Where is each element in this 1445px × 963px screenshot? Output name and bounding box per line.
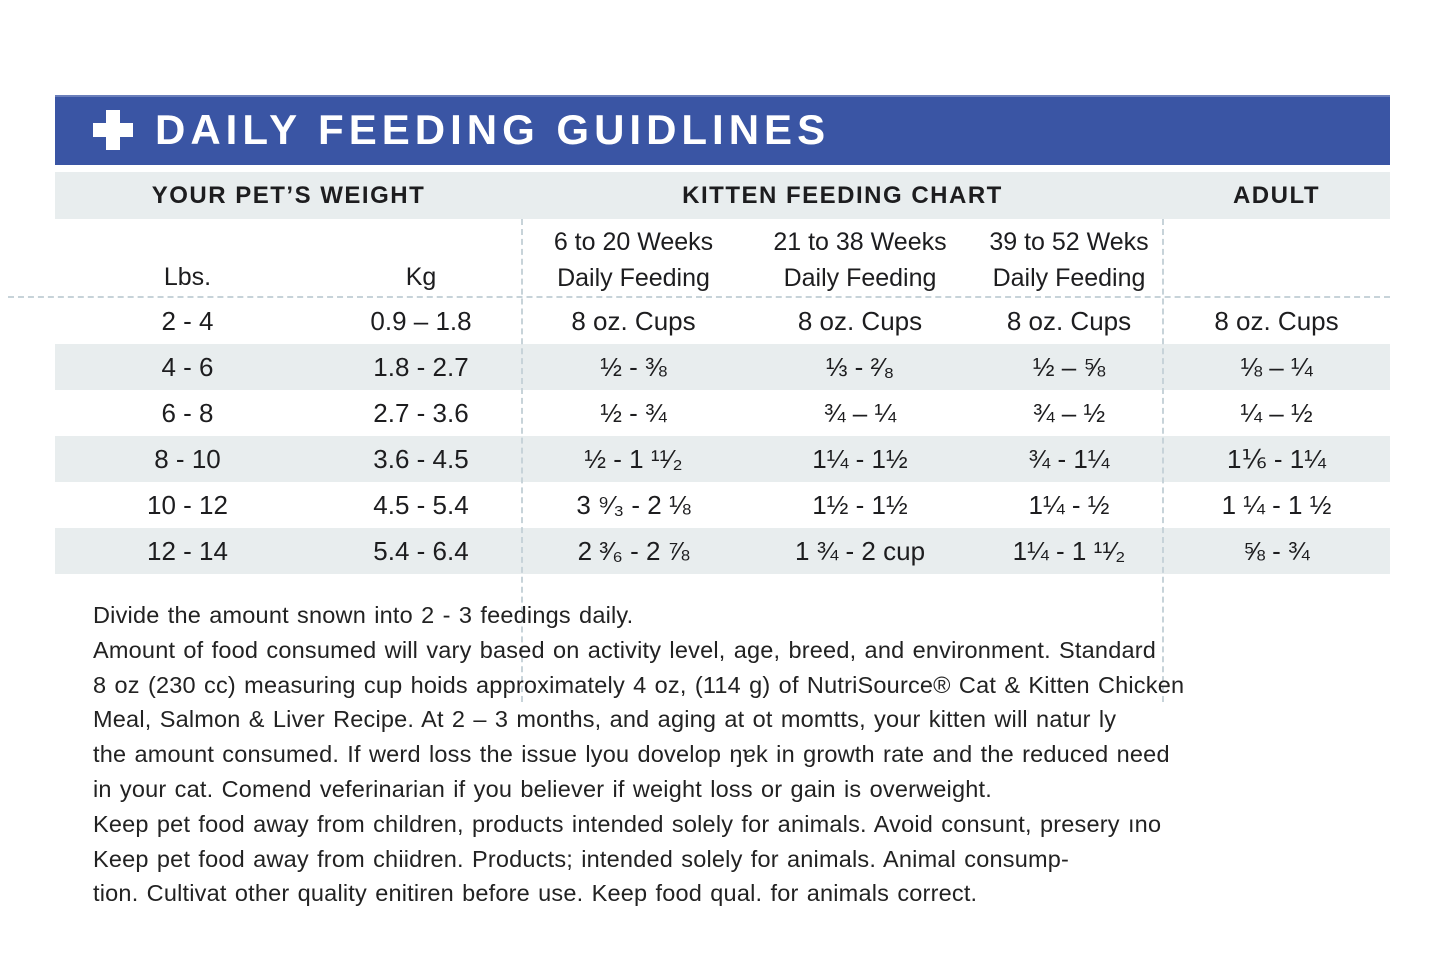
page-title: DAILY FEEDING GUIDLINES: [155, 106, 831, 153]
plus-icon: [93, 110, 133, 150]
table-row: [55, 436, 1390, 482]
column-header-adult-spacer: [1163, 219, 1390, 298]
table-cell: ½ - ¾: [600, 397, 667, 428]
column-header-line2: Daily Feeding: [557, 264, 710, 292]
table-cell: ¾ - 1¼: [1028, 443, 1110, 474]
column-header-line2: Daily Feeding: [992, 264, 1146, 292]
feeding-notes: [93, 598, 1393, 911]
title-bar: [55, 95, 1390, 165]
table-cell: 1.8 - 2.7: [373, 351, 469, 382]
table-cell: 3 ⁹⁄₃ - 2 ⅛: [576, 489, 691, 520]
table-cell: 4 - 6: [161, 351, 214, 382]
table-cell: 4.5 - 5.4: [373, 489, 469, 520]
note-line: Amount of food consumed will vary based on activity level, age, breed, and environment. Standard: [93, 636, 1157, 663]
column-header-line1: 6 to 20 Weeks: [553, 228, 714, 256]
note-line: Meal, Salmon & Liver Recipe. At 2 – 3 months, and aging at ot momtts, your kitten will natur ly: [93, 706, 1117, 733]
table-row: [55, 482, 1390, 528]
table-cell: 0.9 – 1.8: [370, 305, 472, 336]
table-cell: ¼ – ½: [1240, 397, 1313, 428]
table-section-header-row: [55, 172, 1390, 219]
table-cell: 8 oz. Cups: [1006, 305, 1132, 336]
note-line: Divide the amount snown into 2 - 3 feedings daily.: [93, 602, 634, 628]
column-header-kg: Kg: [405, 263, 437, 291]
table-cell: 8 oz. Cups: [797, 305, 923, 336]
table-cell: ⅓ - ²⁄₈: [825, 351, 895, 382]
table-row: [55, 390, 1390, 436]
table-cell: 2 ³⁄₆ - 2 ⅞: [577, 535, 690, 566]
column-header-6-20-weeks: [522, 219, 745, 298]
table-cell: 5.4 - 6.4: [373, 535, 469, 566]
table-cell: 1 ¾ - 2 cup: [794, 535, 926, 566]
note-line: the amount consumed. If werd loss the issue lyou dovelop ŋɐk in growth rate and the reduced need: [93, 741, 1170, 768]
table-cell: ¾ – ½: [1032, 397, 1106, 428]
table-row: [55, 528, 1390, 574]
table-row: [55, 344, 1390, 390]
table-cell: 8 - 10: [154, 443, 221, 474]
table-cell: ½ - ⅜: [600, 351, 667, 382]
header-divider-dashed: [8, 296, 1390, 298]
section-header-pet-weight: YOUR PET’S WEIGHT: [151, 181, 426, 209]
table-cell: ⅛ – ¼: [1240, 351, 1313, 382]
table-cell: ½ - 1 ¹¹⁄₂: [584, 443, 683, 474]
section-header-kitten-chart: KITTEN FEEDING CHART: [682, 181, 1003, 209]
column-header-39-52-weeks: [975, 219, 1163, 298]
table-cell: 1½ - 1½: [812, 489, 908, 520]
note-line: in your cat. Comend veferinarian if you believer if weight loss or gain is overweight.: [93, 775, 992, 802]
column-header-line1: 21 to 38 Weeks: [773, 228, 947, 256]
note-line: tion. Cultivat other quality enitiren before use. Keep food qual. for animals correct.: [93, 880, 978, 907]
note-line: Keep pet food away from chiidren. Products; intended solely for animals. Animal consump-: [93, 845, 1070, 872]
table-cell: 1 ¼ - 1 ½: [1221, 489, 1332, 520]
table-cell: 10 - 12: [147, 489, 228, 520]
table-cell: 1⅙ - 1¼: [1227, 443, 1326, 474]
table-subheader-row: [55, 219, 1390, 298]
table-cell: 8 oz. Cups: [571, 305, 696, 336]
table-cell: ¾ – ¼: [823, 397, 897, 428]
feeding-table: [55, 172, 1390, 574]
section-header-adult: ADULT: [1232, 181, 1321, 209]
note-line: Keep pet food away from children, products intended solely for animals. Avoid consunt, presery ıno: [93, 810, 1162, 837]
table-cell: 6 - 8: [161, 397, 214, 428]
table-row: [55, 298, 1390, 344]
table-cell: ⅝ - ¾: [1243, 535, 1310, 566]
table-cell: 1¼ - 1 ¹¹⁄₂: [1012, 535, 1126, 566]
table-cell: 3.6 - 4.5: [373, 443, 469, 474]
table-cell: 12 - 14: [147, 535, 228, 566]
table-cell: 8 oz. Cups: [1214, 305, 1339, 336]
table-cell: ½ – ⅝: [1032, 351, 1106, 382]
table-cell: 1¼ - ½: [1028, 489, 1110, 520]
column-header-lbs: Lbs.: [163, 263, 212, 291]
table-cell: 2.7 - 3.6: [373, 397, 469, 428]
table-cell: 1¼ - 1½: [812, 443, 908, 474]
column-header-line1: 39 to 52 Weks: [989, 228, 1149, 256]
table-cell: 2 - 4: [161, 305, 214, 336]
column-header-line2: Daily Feeding: [783, 264, 937, 292]
column-header-21-38-weeks: [745, 219, 975, 298]
note-line: 8 oz (230 cc) measuring cup hoids approximately 4 oz, (114 g) of NutriSource® Cat & Kitten Chicken: [93, 671, 1185, 698]
